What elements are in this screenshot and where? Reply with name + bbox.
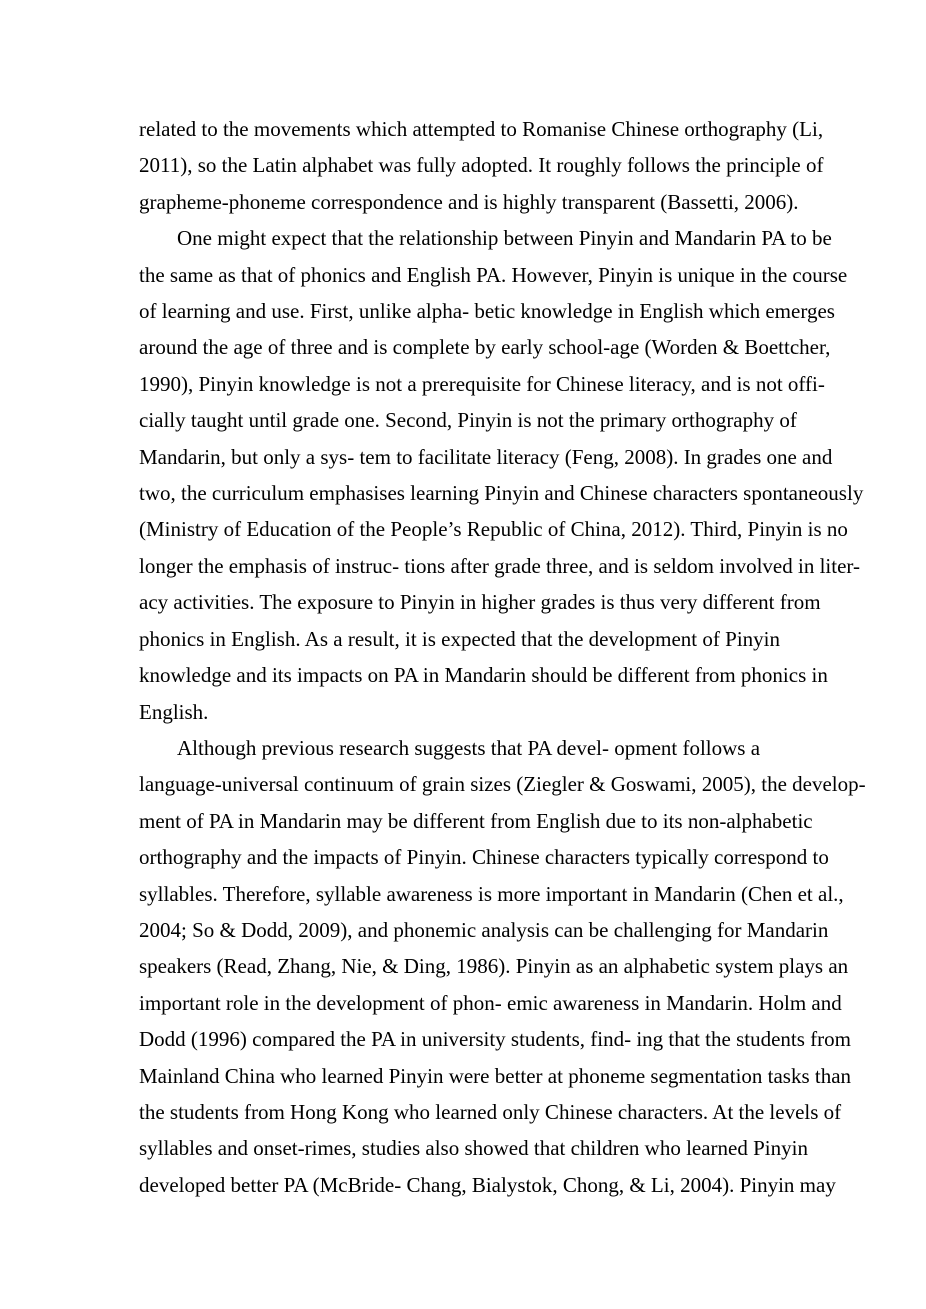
text-line: cially taught until grade one. Second, Pinyin is not the primary orthography of — [139, 408, 797, 433]
text-line: syllables and onset-rimes, studies also showed that children who learned Pinyin — [139, 1136, 808, 1161]
document-text — [139, 111, 866, 1203]
text-line: two, the curriculum emphasises learning Pinyin and Chinese characters spontaneously — [139, 481, 864, 506]
text-line: English. — [139, 699, 209, 724]
text-line: important role in the development of phon- emic awareness in Mandarin. Holm and — [139, 990, 842, 1015]
text-line: knowledge and its impacts on PA in Mandarin should be different from phonics in — [139, 663, 828, 688]
text-line: Mainland China who learned Pinyin were better at phoneme segmentation tasks than — [139, 1063, 852, 1088]
text-line: developed better PA (McBride- Chang, Bialystok, Chong, & Li, 2004). Pinyin may — [139, 1172, 836, 1197]
text-line: ment of PA in Mandarin may be different from English due to its non-alphabetic — [139, 808, 813, 833]
text-line: longer the emphasis of instruc- tions after grade three, and is seldom involved in liter- — [139, 553, 860, 578]
text-line: (Ministry of Education of the People’s Republic of China, 2012). Third, Pinyin is no — [139, 517, 848, 542]
paragraph — [139, 111, 824, 220]
text-line: Although previous research suggests that PA devel- opment follows a — [177, 735, 761, 760]
text-line: Dodd (1996) compared the PA in university students, find- ing that the students from — [139, 1027, 851, 1052]
text-line: language-universal continuum of grain sizes (Ziegler & Goswami, 2005), the develop- — [139, 772, 866, 797]
text-line: related to the movements which attempted to Romanise Chinese orthography (Li, — [139, 117, 824, 141]
text-line: 2011), so the Latin alphabet was fully adopted. It roughly follows the principle of — [139, 153, 824, 178]
text-line: 2004; So & Dodd, 2009), and phonemic analysis can be challenging for Mandarin — [139, 917, 829, 942]
text-line: the same as that of phonics and English PA. However, Pinyin is unique in the course — [139, 262, 848, 287]
text-line: grapheme-phoneme correspondence and is highly transparent (Bassetti, 2006). — [139, 189, 799, 214]
text-line: One might expect that the relationship between Pinyin and Mandarin PA to be — [177, 226, 832, 251]
text-line: phonics in English. As a result, it is expected that the development of Pinyin — [139, 626, 780, 651]
paragraph — [139, 220, 864, 730]
text-line: around the age of three and is complete by early school-age (Worden & Boettcher, — [139, 335, 831, 360]
text-line: Mandarin, but only a sys- tem to facilitate literacy (Feng, 2008). In grades one and — [139, 444, 833, 469]
text-line: syllables. Therefore, syllable awareness is more important in Mandarin (Chen et al., — [139, 881, 844, 906]
text-line: 1990), Pinyin knowledge is not a prerequisite for Chinese literacy, and is not offi- — [139, 371, 825, 396]
text-line: the students from Hong Kong who learned only Chinese characters. At the levels of — [139, 1099, 842, 1124]
text-line: acy activities. The exposure to Pinyin in higher grades is thus very different from — [139, 590, 821, 615]
text-line: speakers (Read, Zhang, Nie, & Ding, 1986). Pinyin as an alphabetic system plays an — [139, 954, 849, 979]
text-line: of learning and use. First, unlike alpha- betic knowledge in English which emerges — [139, 299, 835, 324]
paragraph — [139, 730, 866, 1203]
text-line: orthography and the impacts of Pinyin. Chinese characters typically correspond to — [139, 845, 829, 870]
